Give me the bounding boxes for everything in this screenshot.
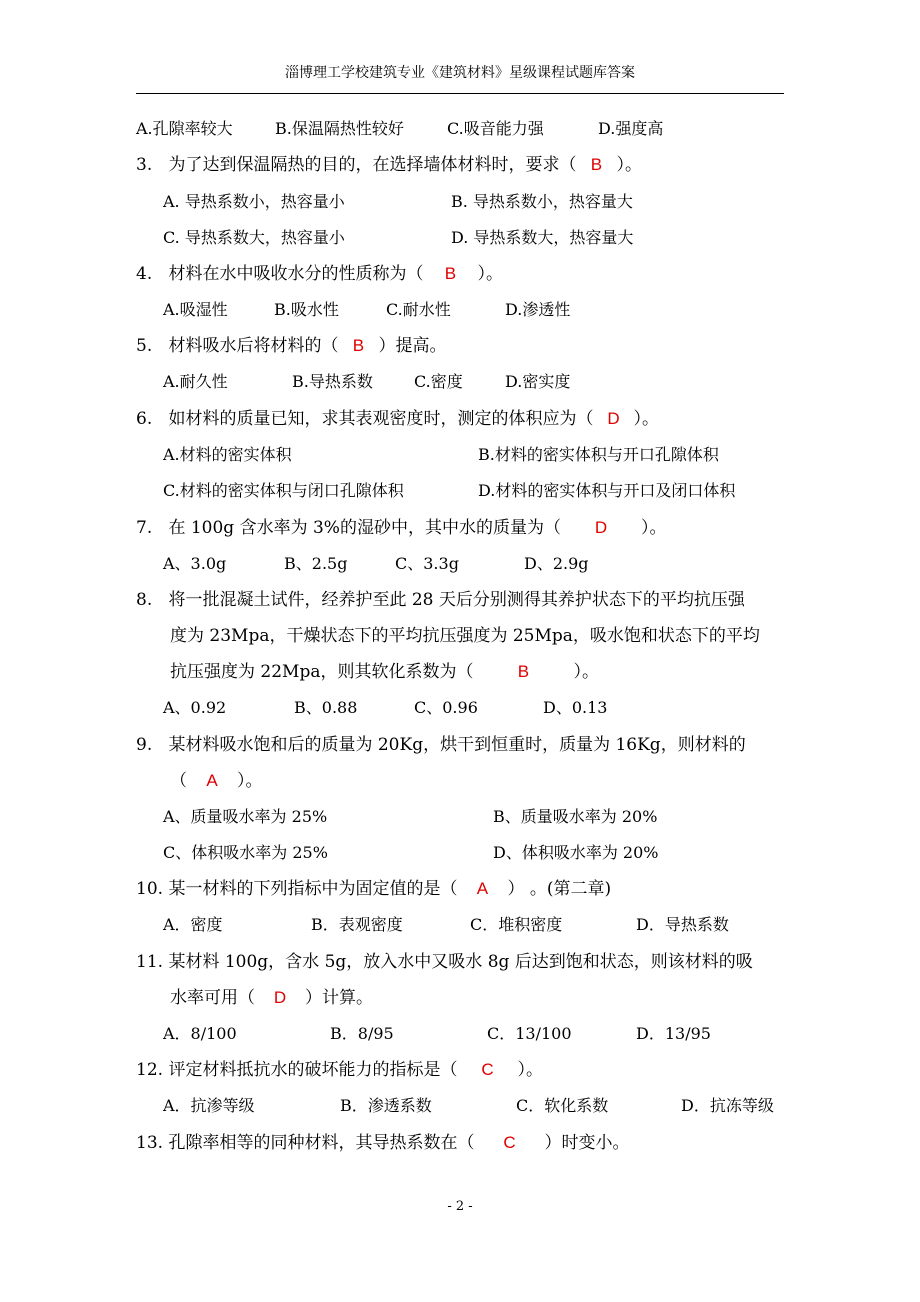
question-5 (136, 335, 446, 357)
question-8-line-3 (170, 661, 599, 683)
answer: A (476, 879, 489, 898)
q6-option-c: C.材料的密实体积与闭口孔隙体积 (163, 481, 404, 500)
q12-option-b: B．渗透系数 (340, 1096, 432, 1115)
answer: B (517, 662, 530, 681)
question-text: （ (170, 771, 187, 791)
question-text: 评定材料抵抗水的破坏能力的指标是（ (168, 1060, 458, 1080)
question-text: 在 100g 含水率为 3%的湿砂中，其中水的质量为（ (168, 518, 561, 538)
answer: D (594, 518, 608, 537)
q11-option-b: B．8/95 (330, 1024, 394, 1043)
q11-option-a: A．8/100 (163, 1024, 237, 1043)
question-number: 6. (136, 409, 153, 429)
question-number: 11. (136, 952, 164, 972)
q5-option-b: B.导热系数 (292, 372, 373, 391)
question-text: 某材料 100g，含水 5g，放入水中又吸水 8g 后达到饱和状态，则该材料的吸 (168, 952, 753, 972)
question-text-end: ）。 (477, 264, 503, 284)
header-rule (136, 93, 784, 94)
question-text-end: ）。 (573, 662, 599, 682)
answer: D (607, 409, 620, 428)
question-text-end: ）。 (517, 1060, 543, 1080)
q10-option-a: A．密度 (163, 915, 223, 934)
question-6 (136, 408, 659, 430)
question-3 (136, 154, 642, 176)
question-number: 4. (136, 264, 153, 284)
q7-option-b: B、2.5g (284, 554, 348, 573)
q8-option-c: C、0.96 (414, 698, 478, 717)
answer: B (444, 264, 457, 283)
question-number: 9. (136, 735, 153, 755)
q8-option-d: D、0.13 (543, 698, 608, 717)
q3-option-b: B. 导热系数小，热容量大 (451, 192, 633, 211)
question-number: 12. (136, 1060, 164, 1080)
q3-option-c: C. 导热系数大，热容量小 (163, 228, 345, 247)
q6-option-a: A.材料的密实体积 (163, 445, 292, 464)
question-text: 某一材料的下列指标中为固定值的是（ (168, 879, 458, 899)
question-text: 材料在水中吸收水分的性质称为（ (168, 264, 424, 284)
question-text: 孔隙率相等的同种材料，其导热系数在（ (168, 1133, 475, 1153)
q3-option-a: A. 导热系数小，热容量小 (163, 192, 345, 211)
q11-option-d: D．13/95 (636, 1024, 711, 1043)
q10-option-d: D．导热系数 (636, 915, 729, 934)
question-text: 材料吸水后将材料的（ (168, 336, 339, 356)
question-4 (136, 263, 503, 285)
q6-option-b: B.材料的密实体积与开口孔隙体积 (478, 445, 719, 464)
answer: A (206, 771, 218, 790)
question-text-end: ）。 (237, 771, 263, 791)
q4-option-b: B.吸水性 (274, 300, 339, 319)
question-8 (136, 589, 745, 611)
question-text: 某材料吸水饱和后的质量为 20Kg，烘干到恒重时，质量为 16Kg，则材料的 (168, 735, 746, 755)
q11-option-c: C．13/100 (487, 1024, 572, 1043)
q7-option-a: A、3.0g (163, 554, 227, 573)
question-text: 将一批混凝土试件，经养护至此 28 天后分别测得其养护状态下的平均抗压强 (168, 590, 745, 610)
page-header: 淄博理工学校建筑专业《建筑材料》星级课程试题库答案 (285, 65, 635, 81)
question-10 (136, 878, 611, 900)
q9-option-c: C、体积吸水率为 25% (163, 843, 328, 862)
q7-option-d: D、2.9g (524, 554, 589, 573)
question-number: 5. (136, 336, 153, 356)
q8-option-a: A、0.92 (163, 698, 227, 717)
answer: C (503, 1133, 516, 1152)
question-number: 10. (136, 879, 164, 899)
question-text-end: ）。 (616, 155, 642, 175)
q2-option-b: B.保温隔热性较好 (275, 119, 404, 138)
question-number: 8. (136, 590, 153, 610)
question-text: 如材料的质量已知，求其表观密度时，测定的体积应为（ (168, 409, 594, 429)
q10-option-b: B．表观密度 (311, 915, 403, 934)
q9-option-d: D、体积吸水率为 20% (493, 843, 659, 862)
q9-option-a: A、质量吸水率为 25% (163, 807, 328, 826)
q4-option-d: D.渗透性 (505, 300, 571, 319)
q12-option-c: C．软化系数 (516, 1096, 609, 1115)
q5-option-a: A.耐久性 (163, 372, 228, 391)
question-number: 3. (136, 155, 153, 175)
q2-option-c: C.吸音能力强 (447, 119, 544, 138)
q3-option-d: D. 导热系数大，热容量大 (451, 228, 634, 247)
answer: D (273, 988, 287, 1007)
question-12 (136, 1059, 543, 1081)
page-number: - 2 - (447, 1199, 473, 1214)
question-text: 为了达到保温隔热的目的，在选择墙体材料时，要求（ (168, 155, 577, 175)
question-number: 7. (136, 518, 153, 538)
question-11 (136, 951, 753, 973)
question-8-line-2: 度为 23Mpa，干燥状态下的平均抗压强度为 25Mpa，吸水饱和状态下的平均 (170, 626, 760, 646)
question-text-end: ）时变小。 (544, 1133, 630, 1153)
question-text-end: ）。 (640, 518, 667, 538)
q10-option-c: C．堆积密度 (470, 915, 563, 934)
question-text-end: ）。 (633, 409, 659, 429)
question-text-end: ） 。(第二章) (507, 879, 612, 899)
question-11-line-2 (170, 987, 373, 1009)
q2-option-a: A.孔隙率较大 (136, 119, 233, 138)
question-text-end: ）提高。 (378, 336, 447, 356)
q12-option-a: A．抗渗等级 (163, 1096, 255, 1115)
answer: C (481, 1060, 494, 1079)
question-text-end: ）计算。 (305, 988, 373, 1008)
q2-option-d: D.强度高 (598, 119, 664, 138)
answer: B (590, 155, 603, 174)
question-7 (136, 517, 666, 539)
question-9 (136, 734, 746, 756)
question-number: 13. (136, 1133, 164, 1153)
q4-option-c: C.耐水性 (386, 300, 451, 319)
question-13 (136, 1132, 629, 1154)
q6-option-d: D.材料的密实体积与开口及闭口体积 (478, 481, 736, 500)
question-text: 抗压强度为 22Mpa，则其软化系数为（ (170, 662, 474, 682)
q12-option-d: D．抗冻等级 (681, 1096, 774, 1115)
question-9-line-2 (170, 770, 263, 792)
q7-option-c: C、3.3g (395, 554, 459, 573)
q5-option-d: D.密实度 (505, 372, 571, 391)
q8-option-b: B、0.88 (294, 698, 358, 717)
answer: B (352, 336, 365, 355)
question-text: 水率可用（ (170, 988, 255, 1008)
q9-option-b: B、质量吸水率为 20% (493, 807, 658, 826)
q5-option-c: C.密度 (414, 372, 463, 391)
q4-option-a: A.吸湿性 (163, 300, 228, 319)
